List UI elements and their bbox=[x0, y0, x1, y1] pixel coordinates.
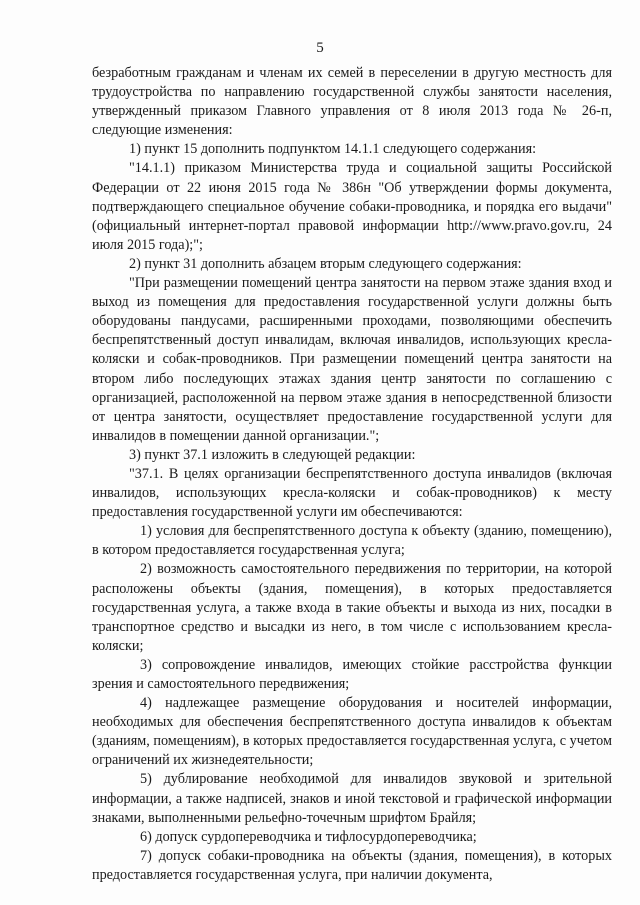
list-item-6: 6) допуск сурдопереводчика и тифлосурдопереводчика; bbox=[140, 828, 477, 845]
page-number: 5 bbox=[316, 40, 324, 56]
paragraph-quote-37-1: "37.1. В целях организации беспрепятственного доступа инвалидов (включая инвалидов, использующих кресла-коляски и собак-проводников) к месту предоставления государственной услуги им обеспечиваются: bbox=[92, 465, 612, 521]
list-item-7: 7) допуск собаки-проводника на объекты (здания, помещения), в которых предоставляется государственная услуга, при наличии документа, bbox=[92, 847, 612, 883]
list-item-1: 1) условия для беспрепятственного доступа к объекту (зданию, помещению), в котором предоставляется государственная услуга; bbox=[92, 523, 612, 559]
paragraph-item-1: 1) пункт 15 дополнить подпунктом 14.1.1 следующего содержания: bbox=[129, 141, 537, 158]
paragraph-item-2: 2) пункт 31 дополнить абзацем вторым следующего содержания: bbox=[129, 255, 522, 272]
document-body bbox=[92, 64, 612, 885]
list-item-4: 4) надлежащее размещение оборудования и носителей информации, необходимых для обеспечения беспрепятственного доступа инвалидов к объектам (зданиям, помещениям), в которых предоставляется государственная услуга, с учетом ограничений их жизнедеятельности; bbox=[92, 695, 612, 769]
paragraph-item-3: 3) пункт 37.1 изложить в следующей редакции: bbox=[129, 446, 416, 463]
paragraph-quote-14-1-1: "14.1.1) приказом Министерства труда и социальной защиты Российской Федерации от 22 июня 2015 года № 386н "Об утверждении формы документа, подтверждающего специальное обучение собаки-проводника, и порядка его выдачи" (официальный интернет-портал правовой информации http://www.pravo.gov.ru, 24 июля 2015 года);"; bbox=[92, 160, 612, 253]
list-item-5: 5) дублирование необходимой для инвалидов звуковой и зрительной информации, а также надписей, знаков и иной текстовой и графической информации знаками, выполненными рельефно-точечным шрифтом Брайля; bbox=[92, 771, 612, 826]
list-item-3: 3) сопровождение инвалидов, имеющих стойкие расстройства функции зрения и самостоятельного передвижения; bbox=[92, 656, 612, 692]
paragraph-intro: безработным гражданам и членам их семей в переселении в другую местность для трудоустройства по направлению государственной службы занятости населения, утвержденный приказом Главного управления от 8 июля 2013 года № 26-п, следующие изменения: bbox=[92, 65, 612, 139]
paragraph-quote-placement: "При размещении помещений центра занятости на первом этаже здания вход и выход из помещения для предоставления государственной услуги должны быть оборудованы пандусами, расширенными проходами, позволяющими обеспечить беспрепятственный доступ инвалидам, включая инвалидов, использующих кресла-коляски и собак-проводников. При размещении помещений центра занятости на втором либо последующих этажах здания центр занятости по соглашению с организацией, расположенной на первом этаже здания в непосредственной близости от центра занятости, осуществляет предоставление государственной услуги для инвалидов в помещении данной организации."; bbox=[92, 275, 612, 444]
list-item-2: 2) возможность самостоятельного передвижения по территории, на которой расположены объекты (здания, помещения), в которых предоставляется государственная услуга, а также входа в такие объекты и выхода из них, посадки в транспортное средство и высадки из него, в том числе с использованием кресла-коляски; bbox=[92, 561, 612, 654]
